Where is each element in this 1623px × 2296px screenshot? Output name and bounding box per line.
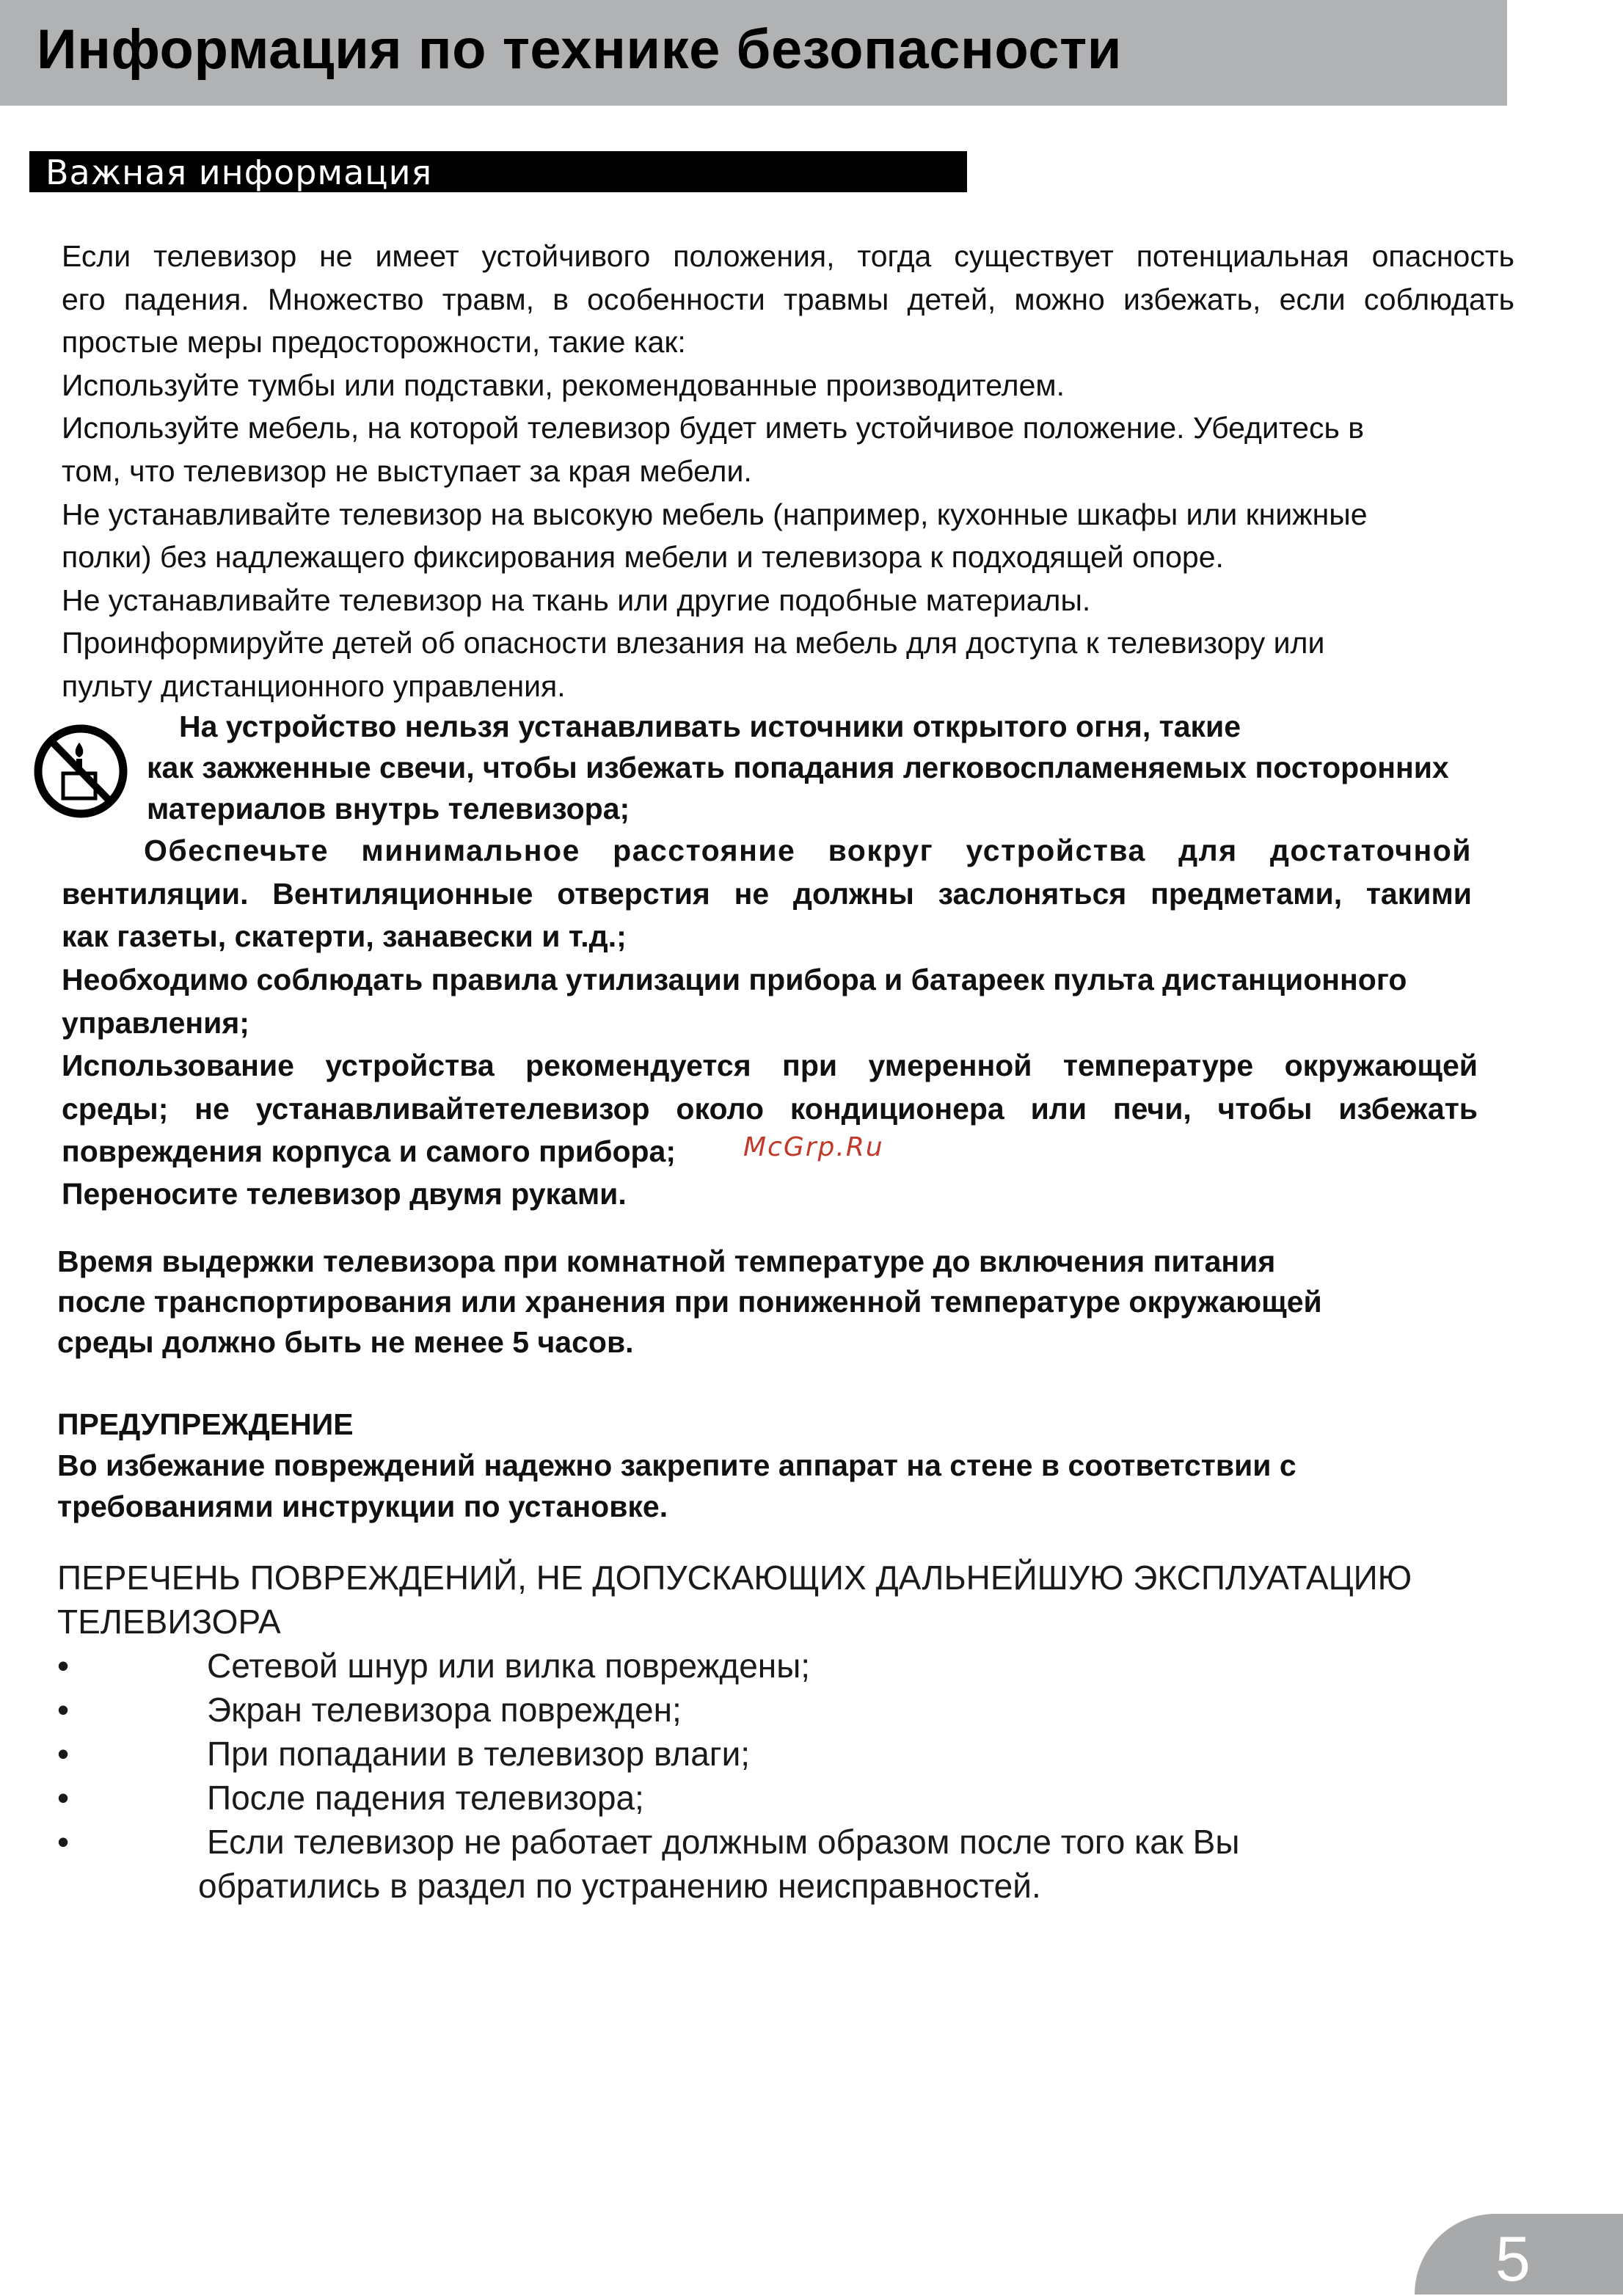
disposal-line: Необходимо соблюдать правила утилизации прибора и батареек пульта дистанционного (62, 963, 1407, 996)
intro-line: его падения. Множество травм, в особенности травмы детей, можно избежать, если соблюдать (62, 282, 1514, 316)
ventilation-line: вентиляции. Вентиляционные отверстия не должны заслоняться предметами, такими (62, 876, 1472, 911)
bullet-icon: • (57, 1823, 70, 1861)
temperature-line: Использование устройства рекомендуется при умеренной температуре окружающей (62, 1049, 1478, 1082)
bullet-icon: • (57, 1735, 70, 1773)
list-item-text: Сетевой шнур или вилка повреждены; (207, 1647, 811, 1685)
list-item-text: После падения телевизора; (207, 1779, 644, 1817)
warning-line: Во избежание повреждений надежно закрепите аппарат на стене в соответствии с (57, 1448, 1296, 1482)
intro-line: Используйте тумбы или подставки, рекомендованные производителем. (62, 368, 1065, 402)
temperature-line: среды; не устанавливайтетелевизор около кондиционера или печи, чтобы избежать (62, 1091, 1478, 1126)
intro-line: простые меры предосторожности, такие как: (62, 325, 686, 360)
warmup-line: после транспортирования или хранения при пониженной температуре окружающей (57, 1285, 1322, 1319)
header-bar (0, 0, 1507, 106)
fire-line: материалов внутрь телевизора; (147, 792, 630, 826)
damage-list-title-line: ТЕЛЕВИЗОРА (57, 1603, 281, 1641)
carry-instruction: Переносите телевизор двумя руками. (62, 1177, 627, 1211)
intro-line: том, что телевизор не выступает за края мебели. (62, 453, 752, 488)
intro-line: Используйте мебель, на которой телевизор будет иметь устойчивое положение. Убедитесь в (62, 411, 1365, 445)
intro-line: Не устанавливайте телевизор на ткань или другие подобные материалы. (62, 583, 1091, 617)
warmup-line: Время выдержки телевизора при комнатной температуре до включения питания (57, 1244, 1276, 1278)
list-item-text: Если телевизор не работает должным образом после того как Вы (207, 1823, 1240, 1861)
warning-line: требованиями инструкции по установке. (57, 1490, 668, 1523)
warmup-line: среды должно быть не менее 5 часов. (57, 1325, 634, 1359)
list-item-text: При попадании в телевизор влаги; (207, 1735, 751, 1773)
warning-block (57, 1404, 1510, 1527)
damage-list-title (57, 1556, 1547, 1644)
intro-line: Если телевизор не имеет устойчивого положения, тогда существует потенциальная опасность (62, 239, 1514, 273)
disposal-line: управления; (62, 1005, 249, 1040)
ventilation-line: Обеспечьте минимальное расстояние вокруг устройства для достаточной (144, 834, 1472, 867)
page-title: Информация по технике безопасности (37, 18, 1122, 81)
fire-warning (147, 706, 1482, 829)
intro-line: полки) без надлежащего фиксирования мебели и телевизора к подходящей опоре. (62, 540, 1224, 575)
temperature-line: повреждения корпуса и самого прибора; (62, 1134, 676, 1169)
damage-list-title-line: ПЕРЕЧЕНЬ ПОВРЕЖДЕНИЙ, НЕ ДОПУСКАЮЩИХ ДАЛЬНЕЙШУЮ ЭКСПЛУАТАЦИЮ (57, 1559, 1412, 1597)
intro-line: Не устанавливайте телевизор на высокую мебель (например, кухонные шкафы или книжные (62, 497, 1368, 531)
ventilation-line: как газеты, скатерти, занавески и т.д.; (62, 919, 627, 954)
fire-line: как зажженные свечи, чтобы избежать попадания легковоспламеняемых посторонних (147, 751, 1449, 784)
bullet-icon: • (57, 1647, 70, 1685)
list-item-text: Экран телевизора поврежден; (207, 1691, 682, 1729)
list-item-text: обратились в раздел по устранению неисправностей. (198, 1867, 1041, 1905)
intro-paragraph (62, 235, 1514, 708)
page-number: 5 (1495, 2224, 1531, 2295)
disposal-paragraph (62, 958, 1472, 1044)
no-open-flame-icon (28, 721, 138, 822)
fire-line: На устройство нельзя устанавливать источники открытого огня, такие (179, 710, 1241, 743)
ventilation-paragraph (62, 829, 1472, 958)
watermark: McGrp.Ru (743, 1132, 884, 1162)
bullet-icon: • (57, 1691, 70, 1729)
section-label: Важная информация (29, 151, 967, 192)
intro-line: пульту дистанционного управления. (62, 668, 566, 703)
bullet-icon: • (57, 1779, 70, 1817)
intro-line: Проинформируйте детей об опасности влезания на мебель для доступа к телевизору или (62, 626, 1325, 660)
warmup-paragraph (57, 1242, 1510, 1363)
warning-title: ПРЕДУПРЕЖДЕНИЕ (57, 1407, 354, 1441)
